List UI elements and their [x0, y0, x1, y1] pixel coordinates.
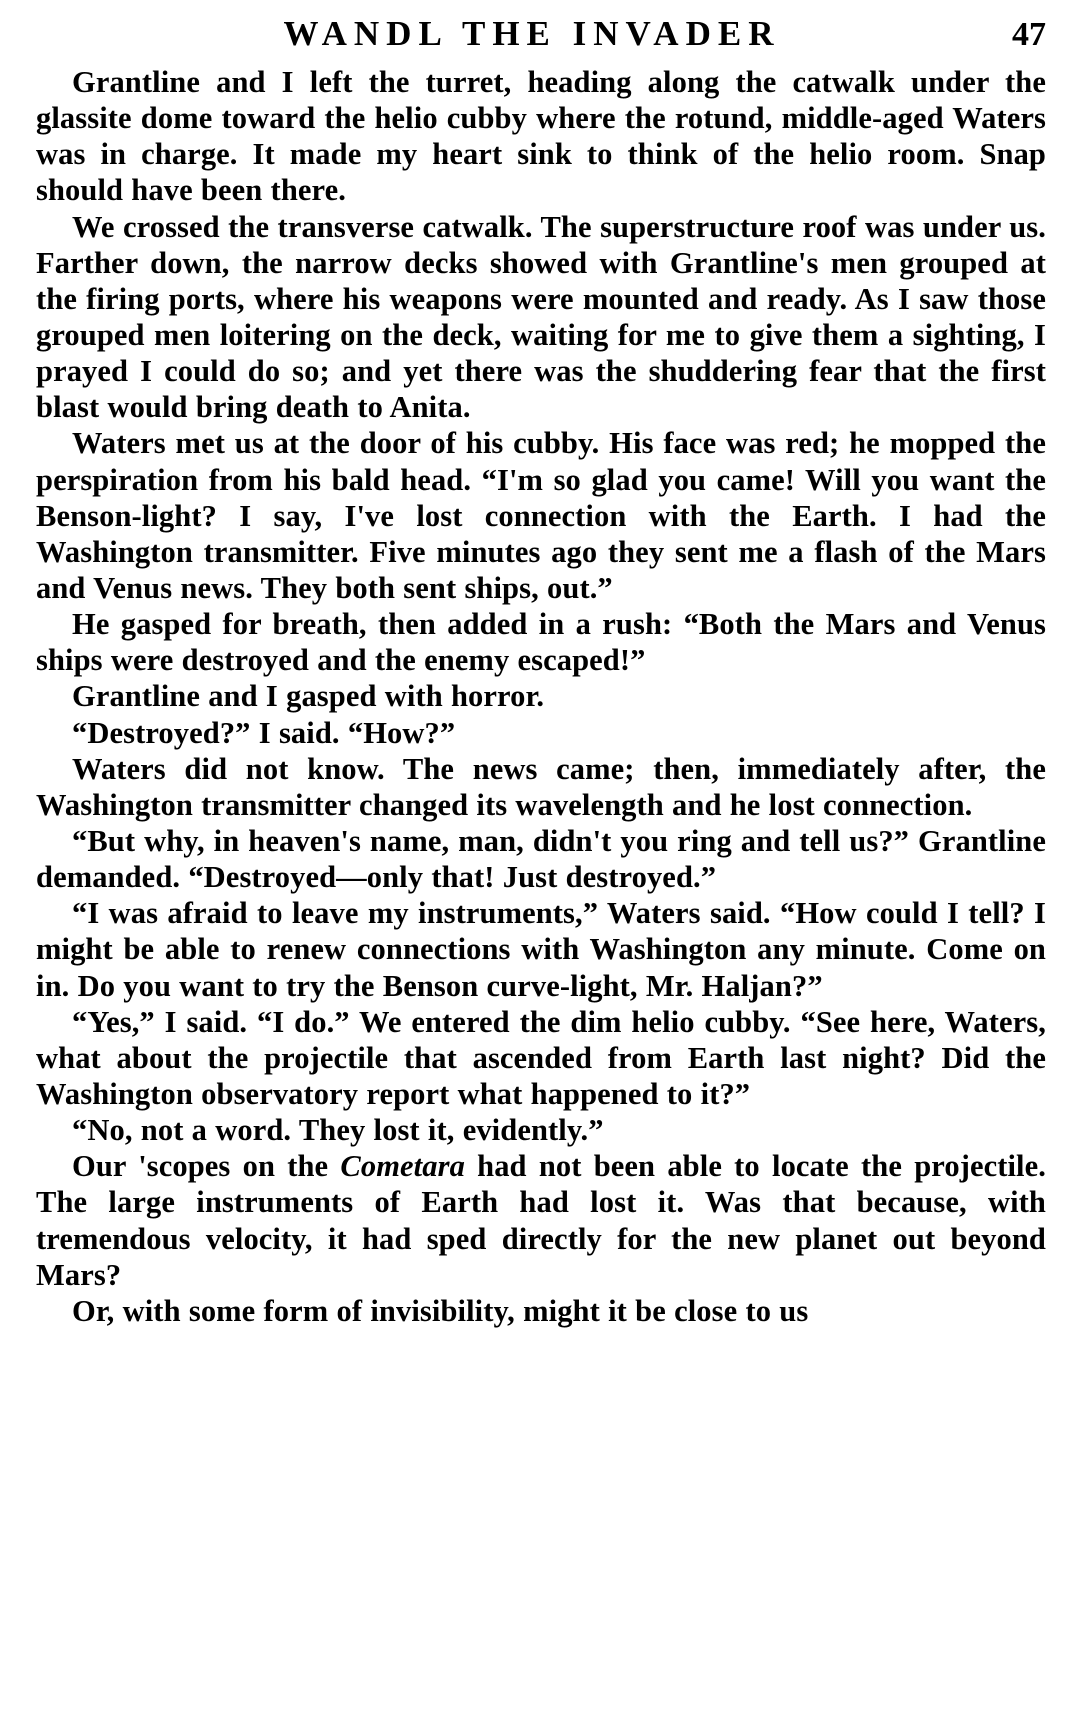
paragraph-text-post: had not been able to locate the projectile. The large instruments of Earth had lost it. Was that because, with tremendous velocity, it had sped directly for the new planet out beyond Mars?: [36, 1149, 1046, 1292]
paragraph: “Destroyed?” I said. “How?”: [72, 715, 456, 750]
page-header: [36, 14, 1046, 54]
paragraph: Grantline and I gasped with horror.: [72, 679, 545, 714]
page-body: [36, 64, 1046, 1329]
running-head: WANDL THE INVADER: [283, 14, 781, 53]
paragraph: “Yes,” I said. “I do.” We entered the dim helio cubby. “See here, Waters, what about the projectile that ascended from Earth last night? Did the Washington observatory report what happened to it?”: [36, 1004, 1046, 1111]
paragraph: “But why, in heaven's name, man, didn't you ring and tell us?” Grantline demanded. “Destroyed—only that! Just destroyed.”: [36, 823, 1046, 895]
paragraph-cometara: [36, 1148, 1046, 1293]
paragraph: Or, with some form of invisibility, might it be close to us: [72, 1293, 809, 1328]
paragraph: “No, not a word. They lost it, evidently.”: [72, 1113, 604, 1148]
paragraph-text-pre: Our 'scopes on the: [72, 1149, 341, 1184]
paragraph: Waters did not know. The news came; then, immediately after, the Washington transmitter changed its wavelength and he lost connection.: [36, 751, 1046, 822]
ship-name-cometara: Cometara: [340, 1149, 465, 1184]
page-number: 47: [1012, 16, 1046, 53]
paragraph: “I was afraid to leave my instruments,” Waters said. “How could I tell? I might be able to renew connections with Washington any minute. Come on in. Do you want to try the Benson curve-light, Mr. Haljan?”: [36, 896, 1046, 1003]
paragraph: We crossed the transverse catwalk. The superstructure roof was under us. Farther down, the narrow decks showed with Grantline's men grouped at the firing ports, where his weapons were mounted and ready. As I saw those grouped men loitering on the deck, waiting for me to give them a sighting, I prayed I could do so; and yet there was the shuddering fear that the first blast would bring death to Anita.: [36, 209, 1046, 425]
paragraph: Waters met us at the door of his cubby. His face was red; he mopped the perspiration from his bald head. “I'm so glad you came! Will you want the Benson-light? I say, I've lost connection with the Earth. I had the Washington transmitter. Five minutes ago they sent me a flash of the Mars and Venus news. They both sent ships, out.”: [36, 426, 1046, 605]
paragraph: He gasped for breath, then added in a rush: “Both the Mars and Venus ships were destroyed and the enemy escaped!”: [36, 607, 1046, 678]
paragraph: Grantline and I left the turret, heading along the catwalk under the glassite dome toward the helio cubby where the rotund, middle-aged Waters was in charge. It made my heart sink to think of the helio room. Snap should have been there.: [36, 65, 1046, 208]
